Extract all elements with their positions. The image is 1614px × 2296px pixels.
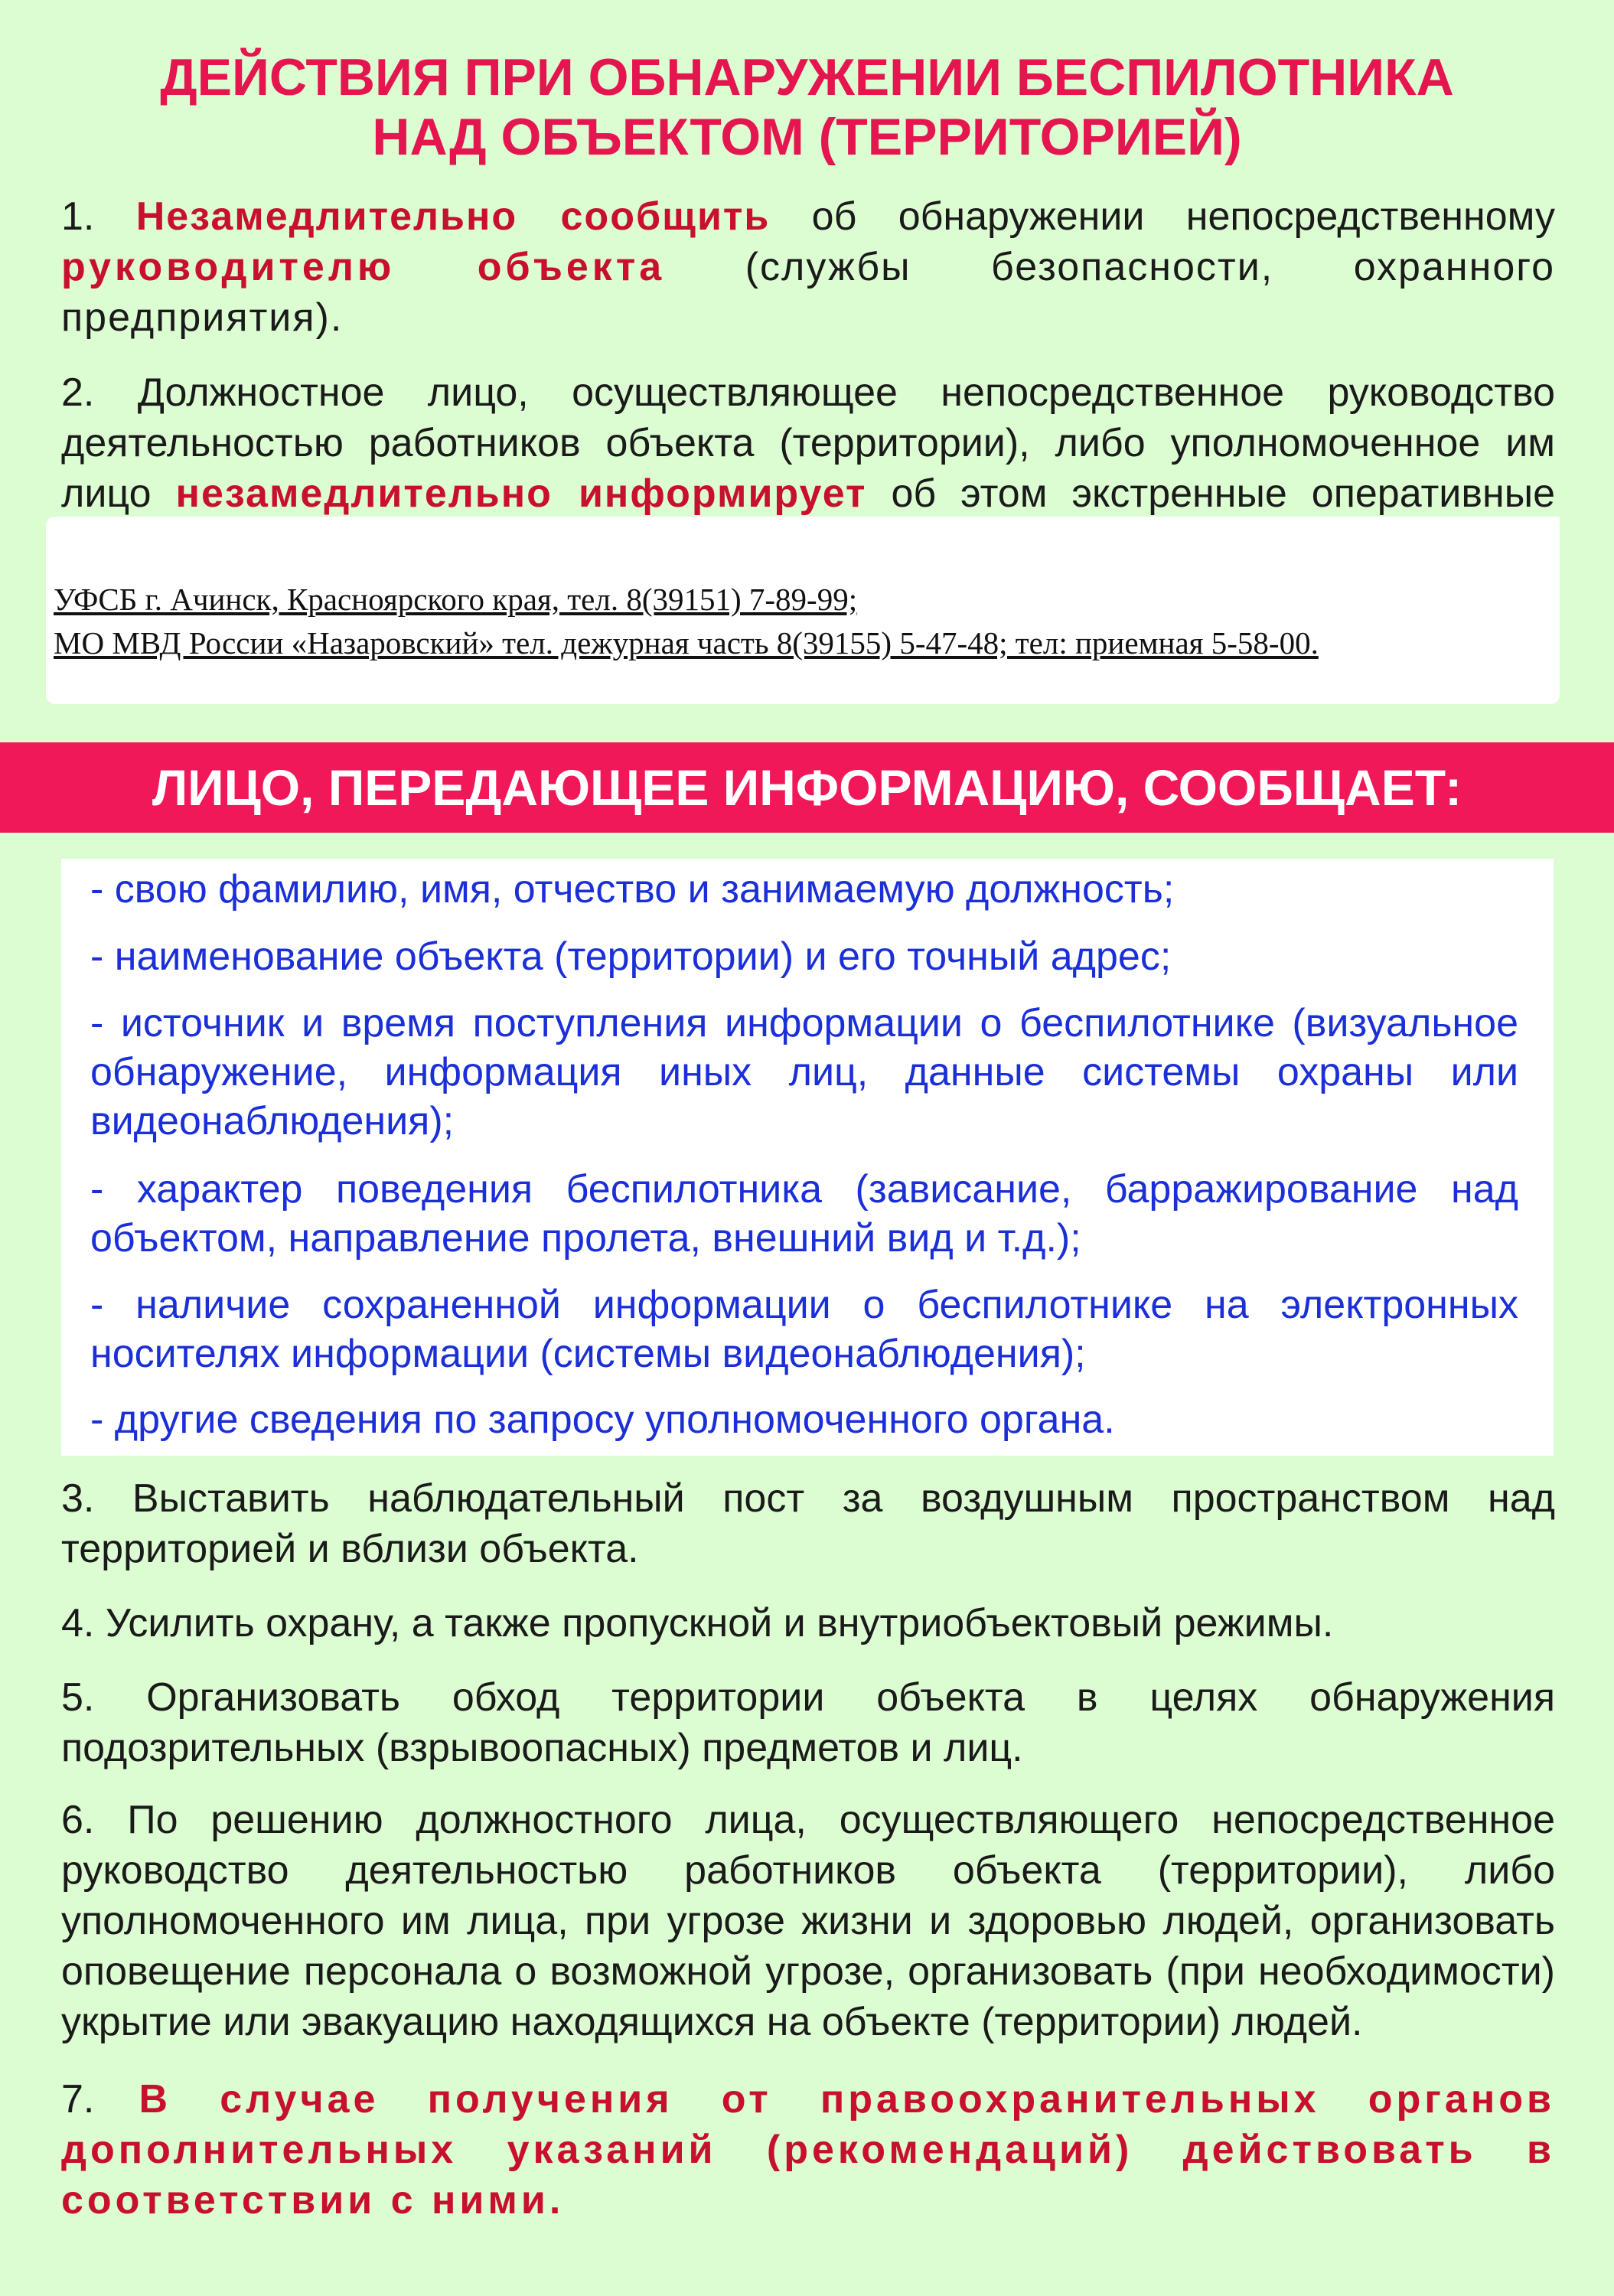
item-1-emphasis-1: Незамедлительно сообщить (135, 194, 771, 239)
report-item-1: - свою фамилию, имя, отчество и занимаемую должность; (90, 867, 1175, 912)
title-line-2: НАД ОБЪЕКТОМ (ТЕРРИТОРИЕЙ) (372, 108, 1242, 166)
report-item-6: - другие сведения по запросу уполномоченного органа. (90, 1397, 1115, 1442)
item-7-number: 7. (61, 2077, 139, 2122)
item-7 (61, 2074, 1555, 2226)
item-6: 6. По решению должностного лица, осуществляющего непосредственное руководство деятельностью работников объекта (территории), либо уполномоченного им лица, при угрозе жизни и здоровью людей, организовать оповещение персонала о возможной угрозе, организовать (при необходимости) укрытие или эвакуацию находящихся на объекте (территории) людей. (61, 1798, 1555, 2044)
item-1-emphasis-2: руководителю объекта (61, 245, 666, 289)
item-2-emphasis-1: незамедлительно информирует (175, 471, 867, 516)
report-item-4: - характер поведения беспилотника (зависание, барражирование над объектом, направление пролета, внешний вид и т.д.); (90, 1167, 1518, 1261)
item-1-number: 1. (61, 194, 136, 239)
report-item-2: - наименование объекта (территории) и его точный адрес; (90, 934, 1172, 979)
contacts-background-top (1194, 517, 1560, 578)
page-title (0, 47, 1614, 167)
contact-mvd: МО МВД России «Назаровский» тел. дежурная часть 8(39155) 5-47-48; тел: приемная 5-58-00. (54, 625, 1319, 660)
section-banner (0, 742, 1614, 833)
item-7-emphasis: В случае получения от правоохранительных органов дополнительных указаний (рекомендаций) действовать в соответствии с ними. (61, 2077, 1555, 2223)
item-1 (61, 191, 1555, 343)
item-5: 5. Организовать обход территории объекта в целях обнаружения подозрительных (взрывоопасных) предметов и лиц. (61, 1675, 1555, 1770)
item-2-text-1: 2. Должностное лицо, осуществляющее непосредственное руководство деятельностью работников объекта (территории), либо уполномоченное им лицо (61, 370, 1555, 516)
item-1-text-1: об обнаружении непосредственному (770, 194, 1555, 239)
item-3: 3. Выставить наблюдательный пост за воздушным пространством над территорией и вблизи объекта. (61, 1476, 1555, 1571)
item-2-text-2: об этом экстренные оперативные (891, 471, 1555, 516)
contact-fsb: УФСБ г. Ачинск, Красноярского края, тел. 8(39151) 7-89-99; (54, 582, 858, 617)
item-4: 4. Усилить охрану, а также пропускной и внутриобъектовый режимы. (61, 1601, 1334, 1645)
section-banner-title: ЛИЦО, ПЕРЕДАЮЩЕЕ ИНФОРМАЦИЮ, СООБЩАЕТ: (152, 759, 1462, 816)
title-line-1: ДЕЙСТВИЯ ПРИ ОБНАРУЖЕНИИ БЕСПИЛОТНИКА (160, 48, 1454, 106)
report-item-5: - наличие сохраненной информации о беспилотнике на электронных носителях информации (системы видеонаблюдения); (90, 1283, 1518, 1376)
report-item-3: - источник и время поступления информации о беспилотнике (визуальное обнаружение, информация иных лиц, данные системы охраны или видеонаблюдения); (90, 1001, 1518, 1143)
item-1-text-2: (службы безопасности, охранного предприятия). (61, 245, 1555, 340)
